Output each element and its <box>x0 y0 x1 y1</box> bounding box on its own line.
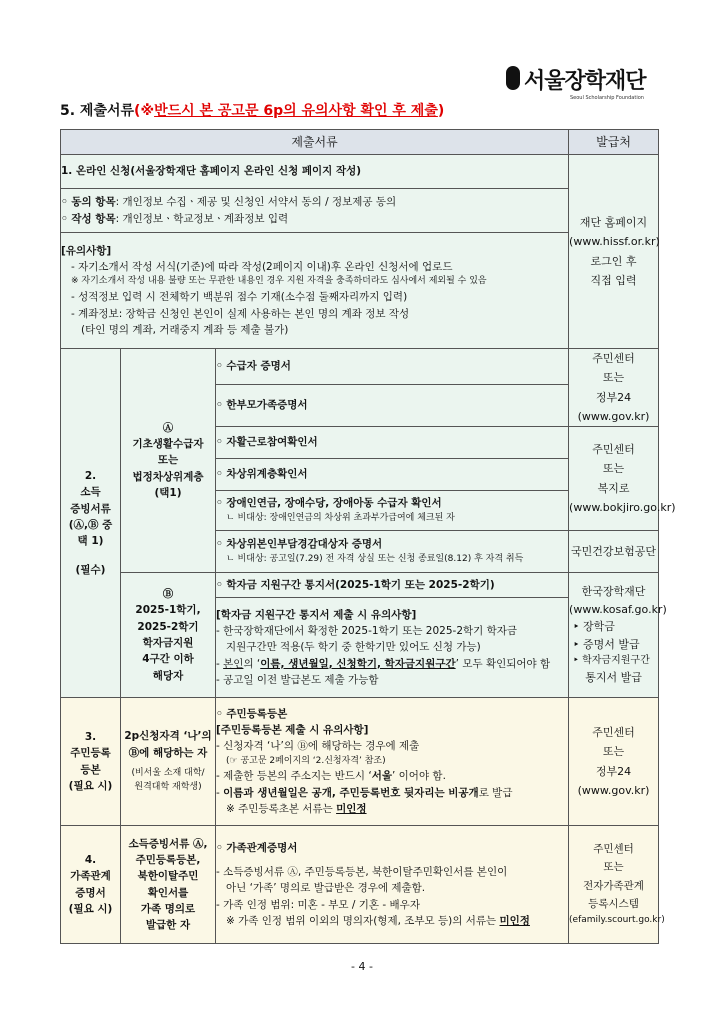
group-b-label: Ⓑ 2025-1학기, 2025-2학기 학자금지원 4구간 이하 해당자 <box>121 573 216 698</box>
family-relation-notes: ◦ 가족관계증명서 - 소득증빙서류 Ⓐ, 주민등록등본, 북한이탈주민확인서를 본인이 아닌 ‘가족’ 명의로 발급받은 경우에 제출함. - 가족 인정 범위: 미혼 - 부모 / 기혼 - 배우자 ※ 가족 인정 범위 이외의 명의자(형제, 조부모 등)의 서류는 미인정 <box>216 826 569 944</box>
documents-table <box>60 129 676 944</box>
row4-issuer: 주민센터 또는 전자가족관계 등록시스템 (efamily.scourt.go.kr) <box>569 826 659 944</box>
row1-items: ◦ 동의 항목: 개인정보 수집ㆍ제공 및 신청인 서약서 동의 / 정보제공 동의 ◦ 작성 항목: 개인정보ㆍ학교정보ㆍ계좌정보 입력 <box>61 189 569 233</box>
logo-subtext: Seoul Scholarship Foundation <box>570 95 644 101</box>
row1-issuer: 재단 홈페이지 (www.hissf.or.kr) 로그인 후 직접 입력 <box>569 155 659 349</box>
issuer-b: 한국장학재단 (www.kosaf.go.kr) ‣ 장학금 ‣ 증명서 발급 ‣ 학자금지원구간 통지서 발급 <box>569 573 659 698</box>
resident-registration-notes: ◦ 주민등록등본 [주민등록등본 제출 시 유의사항] - 신청자격 ‘나’의 Ⓑ에 해당하는 경우에 제출 (☞ 공고문 2페이지의 ‘2.신청자격’ 참조) - 제출한 등본의 주소지는 반드시 ‘서울’ 이어야 함. - 이름과 생년월일은 공개, 주민등록번호 뒷자리는 비공개로 발급 ※ 주민등록초본 서류는 미인정 <box>216 698 569 826</box>
row2-label: 2. 소득 증빙서류 (Ⓐ,Ⓑ 중 택 1) (필수) <box>61 349 121 698</box>
row4-label: 4. 가족관계 증명서 (필요 시) <box>61 826 121 944</box>
logo-text: 서울장학재단 <box>524 69 646 94</box>
row1-notes: [유의사항] - 자기소개서 작성 서식(기준)에 따라 작성(2페이지 이내)후 온라인 신청서에 업로드 ※ 자기소개서 작성 내용 불량 또는 무관한 내용인 경우 지원 자격을 충족하더라도 심사에서 제외될 수 있음 - 성적정보 입력 시 전체학기 백분위 점수 기재(소수점 둘째자리까지 입력) - 계좌정보: 장학금 신청인 본인이 실제 사용하는 본인 명의 계좌 정보 작성 (타인 명의 계좌, 거래중지 계좌 등 제출 불가) <box>61 233 569 349</box>
doc-single-parent-certificate: ◦ 한부모가족증명서 <box>216 385 569 427</box>
doc-disability-recipient: ◦ 장애인연금, 장애수당, 장애아동 수급자 확인서 ㄴ 비대상: 장애인연금의 차상위 초과부가급여에 체크된 자 <box>216 491 569 531</box>
doc-self-support-work: ◦ 자활근로참여확인서 <box>216 427 569 459</box>
doc-tuition-bracket-notice: ◦ 학자금 지원구간 통지서(2025-1학기 또는 2025-2학기) <box>216 573 569 598</box>
issuer-a6: 국민건강보험공단 <box>569 531 659 573</box>
section-number: 5. 제출서류 <box>60 103 135 119</box>
header-documents: 제출서류 <box>61 130 569 155</box>
tuition-notice-notes: [학자금 지원구간 통지서 제출 시 유의사항] - 한국장학재단에서 확정한 2025-1학기 또는 2025-2학기 학자금 지원구간만 적용(두 학기 중 한학기만 있어도 신청 가능) - 본인의 ‘이름, 생년월일, 신청학기, 학자금지원구간’ 모두 확인되어야 함 - 공고일 이전 발급본도 제출 가능함 <box>216 598 569 698</box>
doc-recipient-certificate: ◦ 수급자 증명서 <box>216 349 569 385</box>
row3-label: 3. 주민등록 등본 (필요 시) <box>61 698 121 826</box>
header-issuer: 발급처 <box>569 130 659 155</box>
row1-title: 1. 온라인 신청(서울장학재단 홈페이지 온라인 신청 페이지 작성) <box>61 155 569 189</box>
doc-near-poverty-certificate: ◦ 차상위계층확인서 <box>216 459 569 491</box>
row3-eligibility: 2p신청자격 ‘나’의 Ⓑ에 해당하는 자 (비서울 소재 대학/ 원격대학 재학생) <box>121 698 216 826</box>
section-notice: (※반드시 본 공고문 6p의 유의사항 확인 후 제출) <box>134 103 445 119</box>
group-a-label: Ⓐ 기초생활수급자 또는 법정차상위계층 (택1) <box>121 349 216 573</box>
issuer-a345: 주민센터 또는 복지로 (www.bokjiro.go.kr) <box>569 427 659 531</box>
page-number: - 4 - <box>351 960 373 973</box>
doc-copay-reduction: ◦ 차상위본인부담경감대상자 증명서 ㄴ 비대상: 공고일(7.29) 전 자격 상실 또는 신청 종료일(8.12) 후 자격 취득 <box>216 531 569 573</box>
section-title <box>60 100 444 120</box>
logo-mark-icon <box>506 66 520 90</box>
row3-issuer: 주민센터 또는 정부24 (www.gov.kr) <box>569 698 659 826</box>
row4-eligibility: 소득증빙서류 Ⓐ, 주민등록등본, 북한이탈주민 확인서를 가족 명의로 발급한 자 <box>121 826 216 944</box>
issuer-a12: 주민센터 또는 정부24 (www.gov.kr) <box>569 349 659 427</box>
foundation-logo <box>506 64 676 106</box>
